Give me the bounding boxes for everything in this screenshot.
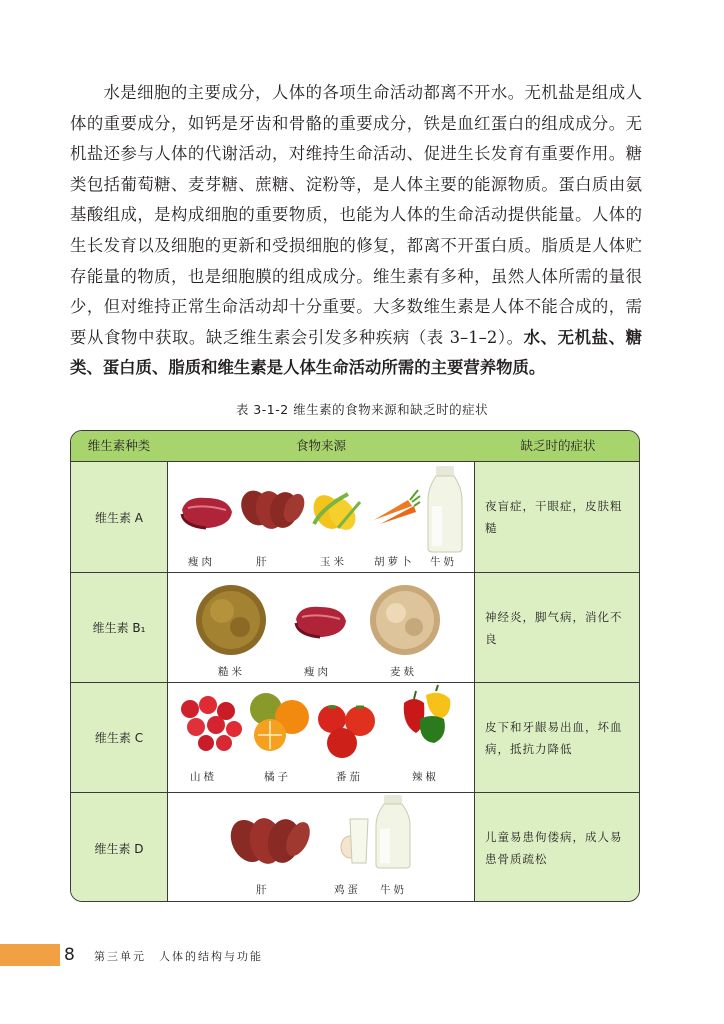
milk-bottle-icon [424, 466, 466, 554]
food-label: 牛奶 [430, 556, 457, 568]
food-label: 山楂 [190, 771, 217, 783]
corn-icon [308, 488, 362, 532]
pepper-icon [400, 685, 454, 745]
lean-meat-icon [292, 601, 348, 641]
deficiency-symptoms: 儿童易患佝偻病，成人易患骨质疏松 [475, 793, 639, 902]
vitamin-table [70, 430, 640, 902]
table-row-vitamin-b1 [71, 573, 639, 683]
footer-accent-bar [0, 944, 60, 966]
lean-meat-icon [178, 492, 234, 532]
food-label: 番茄 [336, 771, 363, 783]
header-deficiency-symptoms: 缺乏时的症状 [520, 438, 596, 453]
deficiency-symptoms: 皮下和牙龈易出血，坏血病，抵抗力降低 [475, 683, 639, 792]
food-label: 辣椒 [412, 771, 439, 783]
food-label: 肝 [256, 884, 270, 896]
milk-glass-icon [348, 819, 370, 865]
vitamin-name: 维生素 D [71, 793, 168, 902]
deficiency-symptoms: 神经炎，脚气病，消化不良 [475, 573, 639, 682]
food-label: 胡萝卜 [374, 556, 415, 568]
running-footer: 第三单元 人体的结构与功能 [94, 950, 263, 963]
wheat-bran-icon [368, 583, 442, 657]
food-label: 瘦肉 [304, 666, 331, 678]
liver-icon [230, 813, 310, 867]
food-label: 橘子 [264, 771, 291, 783]
food-label: 鸡蛋 [334, 884, 361, 896]
deficiency-symptoms: 夜盲症，干眼症，皮肤粗糙 [475, 462, 639, 572]
header-vitamin-type: 维生素种类 [87, 438, 151, 453]
table-row-vitamin-a [71, 462, 639, 573]
tomato-icon [316, 699, 382, 759]
food-source-cell [168, 683, 475, 792]
table-row-vitamin-d [71, 793, 639, 902]
vitamin-name: 维生素 B₁ [71, 573, 168, 682]
food-label: 玉米 [320, 556, 347, 568]
food-label: 肝 [256, 556, 270, 568]
food-label: 瘦肉 [188, 556, 215, 568]
table-caption: 表 3-1-2 维生素的食物来源和缺乏时的症状 [235, 402, 489, 417]
food-source-cell [168, 573, 475, 682]
food-label: 麦麸 [390, 666, 417, 678]
food-source-cell [168, 462, 475, 572]
food-source-cell [168, 793, 475, 902]
vitamin-name: 维生素 A [71, 462, 168, 572]
food-label: 牛奶 [380, 884, 407, 896]
header-food-source: 食物来源 [295, 438, 346, 453]
vitamin-name: 维生素 C [71, 683, 168, 792]
tangerine-icon [248, 691, 312, 753]
food-label: 糙米 [218, 666, 245, 678]
paragraph-bold-text: 水、无机盐、糖类、蛋白质、脂质和维生素是人体生命活动所需的主要营养物质。 [70, 327, 643, 378]
table-header [71, 431, 639, 462]
body-paragraph [70, 78, 642, 384]
hawthorn-icon [178, 695, 244, 751]
table-row-vitamin-c [71, 683, 639, 793]
brown-rice-icon [194, 583, 268, 657]
liver-icon [240, 486, 302, 532]
page-number: 8 [64, 945, 75, 965]
milk-bottle-icon [372, 795, 414, 869]
paragraph-normal-text: 水是细胞的主要成分，人体的各项生命活动都离不开水。无机盐是组成人体的重要成分，如钙是牙齿和骨骼的重要成分，铁是血红蛋白的组成成分。无机盐还参与人体的代谢活动，对维持生命活动、促进生长发育有重要作用。糖类包括葡萄糖、麦芽糖、蔗糖、淀粉等，是人体主要的能源物质。蛋白质由氨基酸组成，是构成细胞的重要物质，也能为人体的生命活动提供能量。人体的生长发育以及细胞的更新和受损细胞的修复，都离不开蛋白质。脂质是人体贮存能量的物质，也是细胞膜的组成成分。维生素有多种，虽然人体所需的量很少，但对维持正常生命活动却十分重要。大多数维生素是人体不能合成的，需要从食物中获取。缺乏维生素会引发多种疾病（表 3–1–2）。 [70, 83, 642, 347]
carrot-icon [370, 486, 420, 526]
